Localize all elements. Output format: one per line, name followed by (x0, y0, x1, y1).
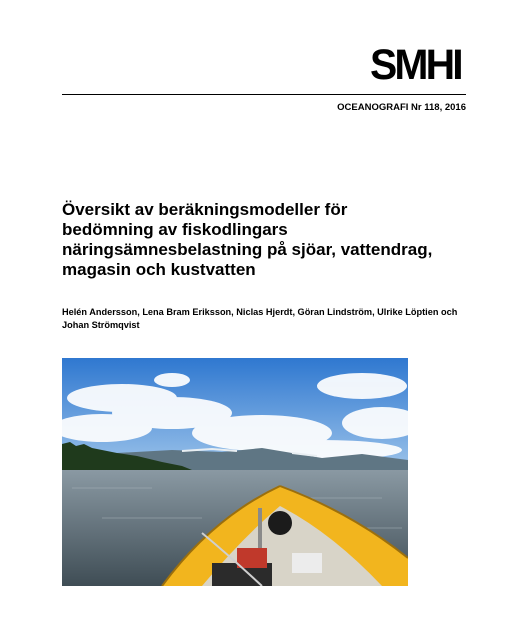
authors: Helén Andersson, Lena Bram Eriksson, Niclas Hjerdt, Göran Lindström, Ulrike Löptien och Johan Strömqvist (62, 307, 458, 330)
header-rule (62, 94, 466, 95)
smhi-logo: SMHI (370, 41, 461, 89)
report-title: Översikt av beräkningsmodeller för bedömning av fiskodlingars näringsämnesbelastning på sjöar, vattendrag, magasin och kustvatten (62, 200, 433, 279)
cover-photo (62, 358, 408, 586)
report-series: OCEANOGRAFI Nr 118, 2016 (337, 102, 466, 113)
